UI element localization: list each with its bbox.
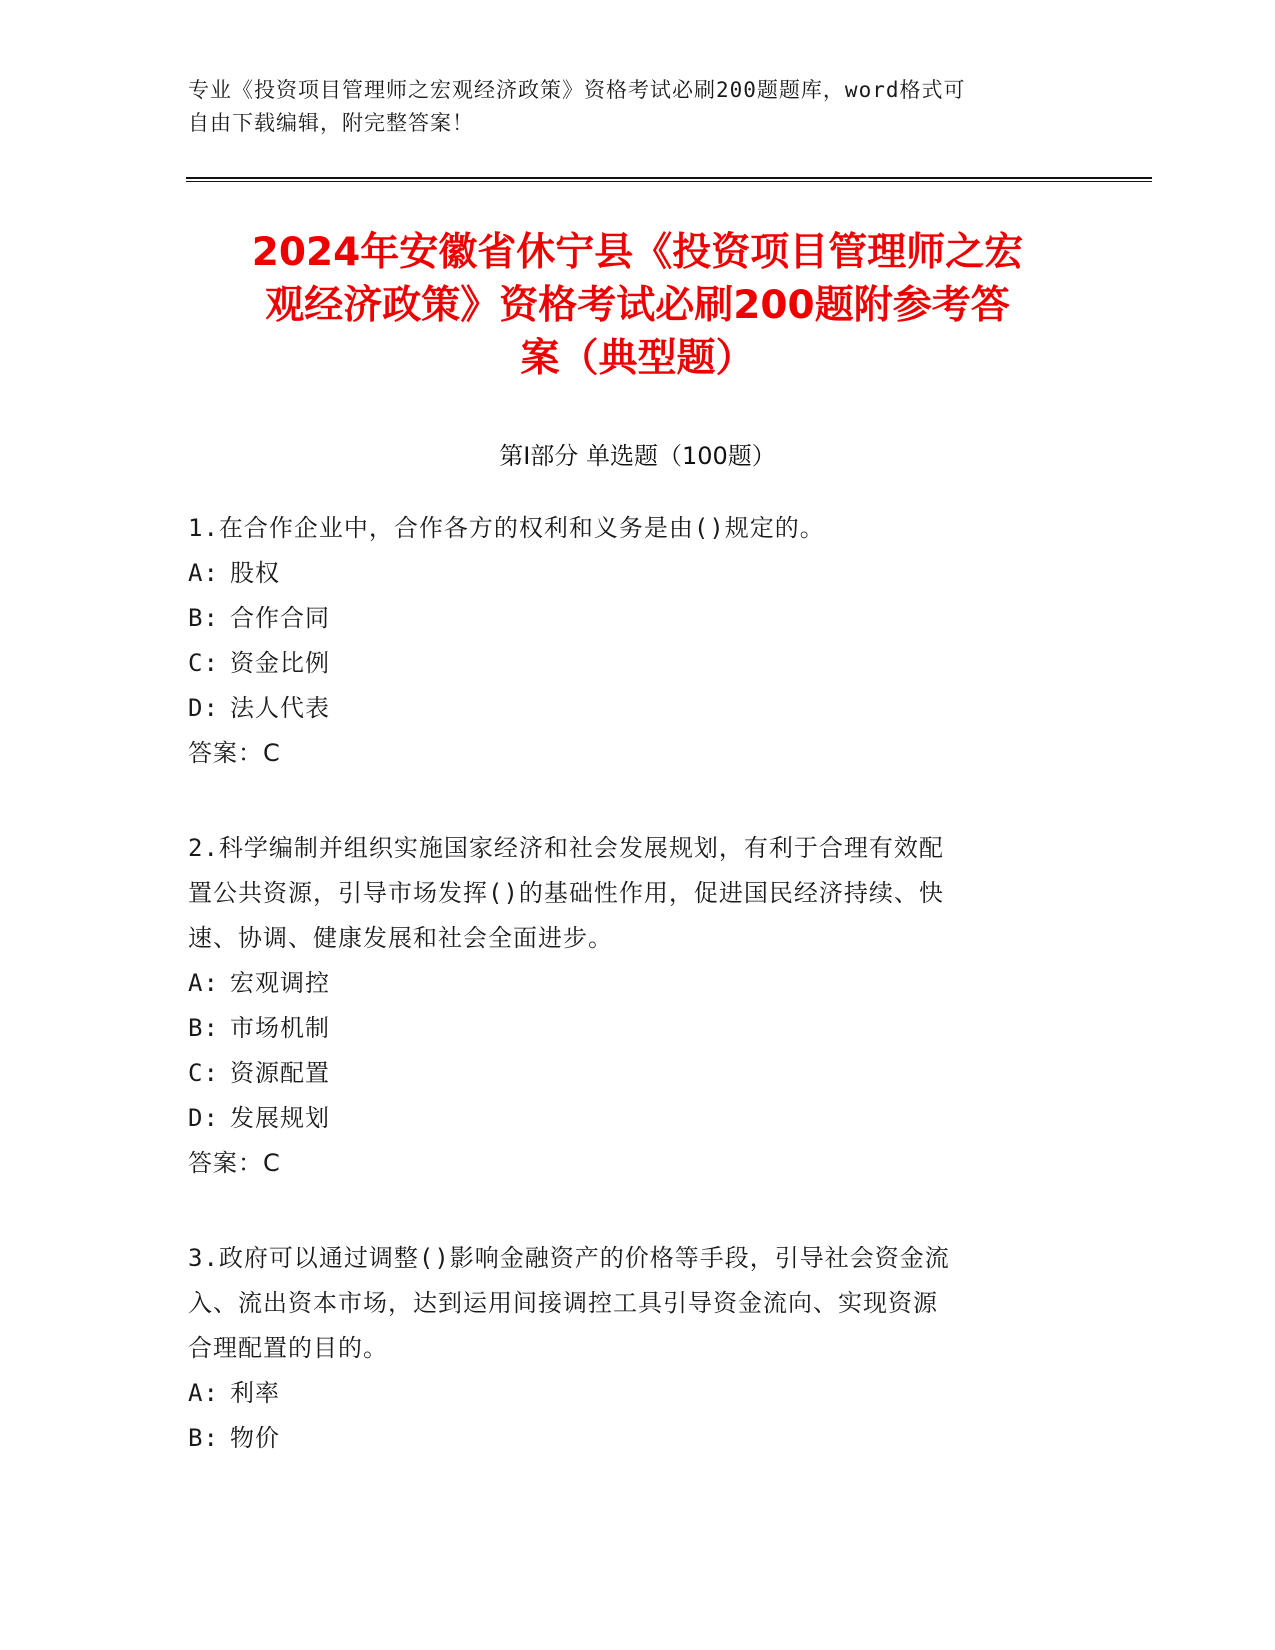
question-text-line: 合理配置的目的。 [188, 1334, 388, 1362]
option-key: D: [188, 694, 219, 722]
title-line-2: 观经济政策》资格考试必刷200题附参考答 [265, 283, 1010, 328]
option-key: B: [188, 1424, 219, 1452]
option-b [188, 1416, 1088, 1461]
option-key: C: [188, 1059, 219, 1087]
option-text: 发展规划 [230, 1104, 330, 1132]
header-note-line-1: 专业《投资项目管理师之宏观经济政策》资格考试必刷200题题库，word格式可 [188, 78, 966, 102]
option-key: B: [188, 1014, 219, 1042]
option-a [188, 1371, 1088, 1416]
answer: 答案：C [188, 739, 281, 767]
question-text-line: 2.科学编制并组织实施国家经济和社会发展规划，有利于合理有效配 [188, 834, 944, 862]
option-a [188, 961, 1088, 1006]
option-c [188, 1051, 1088, 1096]
option-key: A: [188, 1379, 219, 1407]
document-title [150, 226, 1125, 385]
option-key: A: [188, 559, 219, 587]
header-divider-thin [186, 181, 1152, 182]
question-text-line: 3.政府可以通过调整()影响金融资产的价格等手段，引导社会资金流 [188, 1244, 950, 1272]
option-text: 宏观调控 [230, 969, 330, 997]
question-text-line: 入、流出资本市场，达到运用间接调控工具引导资金流向、实现资源 [188, 1289, 938, 1317]
answer: 答案：C [188, 1149, 281, 1177]
option-key: A: [188, 969, 219, 997]
title-line-1: 2024年安徽省休宁县《投资项目管理师之宏 [251, 230, 1024, 275]
header-note-line-2: 自由下载编辑，附完整答案！ [188, 111, 474, 135]
header-note [188, 74, 1088, 140]
header-divider-thick [186, 177, 1152, 179]
question-text-line: 1.在合作企业中，合作各方的权利和义务是由()规定的。 [188, 514, 825, 542]
option-text: 合作合同 [230, 604, 330, 632]
option-b [188, 1006, 1088, 1051]
question-3 [188, 1236, 1088, 1461]
question-2 [188, 826, 1088, 1186]
option-key: D: [188, 1104, 219, 1132]
title-line-3: 案（典型题） [520, 336, 755, 381]
option-text: 资源配置 [230, 1059, 330, 1087]
option-text: 利率 [230, 1379, 280, 1407]
option-a [188, 551, 1088, 596]
option-d [188, 1096, 1088, 1141]
option-text: 股权 [230, 559, 280, 587]
option-key: C: [188, 649, 219, 677]
option-text: 物价 [230, 1424, 280, 1452]
section-heading: 第I部分 单选题（100题） [499, 442, 776, 470]
question-text-line: 速、协调、健康发展和社会全面进步。 [188, 924, 613, 952]
option-text: 法人代表 [230, 694, 330, 722]
question-1 [188, 506, 1088, 776]
option-c [188, 641, 1088, 686]
option-d [188, 686, 1088, 731]
question-text-line: 置公共资源，引导市场发挥()的基础性作用，促进国民经济持续、快 [188, 879, 944, 907]
option-b [188, 596, 1088, 641]
option-text: 资金比例 [230, 649, 330, 677]
option-text: 市场机制 [230, 1014, 330, 1042]
option-key: B: [188, 604, 219, 632]
